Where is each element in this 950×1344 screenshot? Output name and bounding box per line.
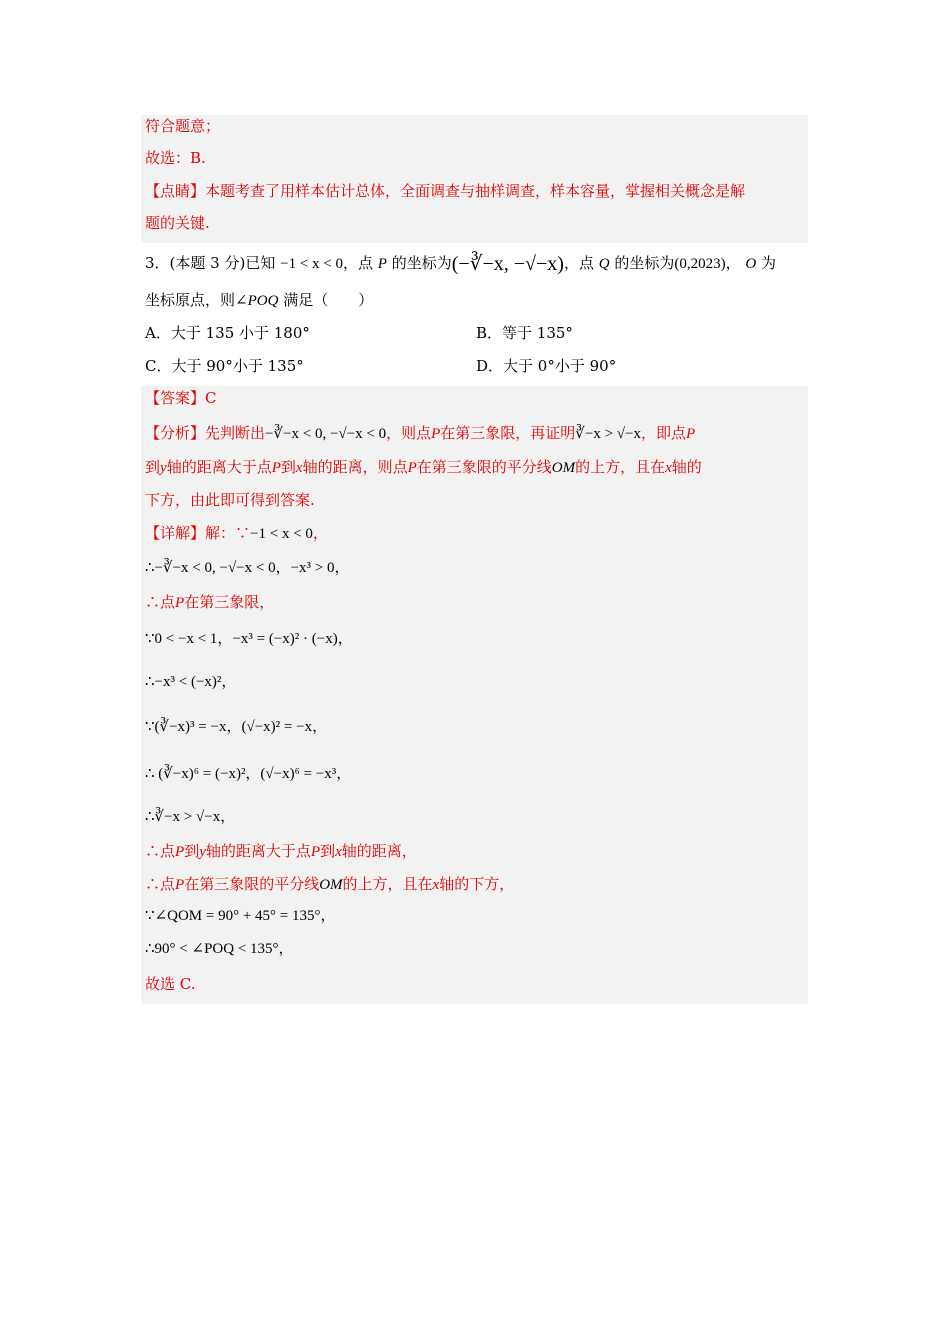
q-t3: ，点 (563, 254, 594, 272)
option-c[interactable] (145, 356, 304, 376)
prev-line-1 (145, 116, 220, 136)
option-a[interactable] (145, 323, 310, 343)
detail-line-5 (145, 672, 236, 692)
option-b-text: B．等于 135° (476, 324, 573, 342)
detail-line-9 (145, 841, 417, 862)
question-line-2 (145, 290, 373, 311)
detail-l8: ∴∛−x > √−x， (145, 809, 236, 825)
prev-line-2 (145, 148, 206, 168)
detail-l9c: 轴的距离大于点 (205, 842, 311, 860)
detail-line-1 (145, 523, 328, 544)
detail-line-12 (145, 939, 294, 959)
q-q-coordinate: (0,2023) (674, 256, 726, 272)
detail-l9b: 到 (184, 842, 200, 860)
detail-p-4: P (175, 877, 185, 893)
detail-line-4 (145, 629, 353, 649)
option-d[interactable] (476, 356, 616, 376)
question-prefix: 3．(本题 3 分)已知 (145, 254, 276, 272)
analysis-tag: 【分析】 (145, 424, 206, 442)
analysis-p-2: P (685, 426, 696, 442)
detail-line-11 (145, 906, 336, 926)
q-t2: 的坐标为 (391, 254, 452, 272)
detail-l4: ∵0 < −x < 1，−x³ = (−x)² · (−x)， (145, 631, 353, 647)
detail-l9e: 轴的距离， (341, 842, 417, 860)
detail-l11: ∵∠QOM = 90° + 45° = 135°， (145, 908, 336, 924)
detail-line-2 (145, 558, 350, 578)
prev-tip-line-2 (145, 213, 210, 233)
option-a-text: A．大于 135 小于 180° (145, 324, 310, 342)
tip-tag: 【点睛】 (145, 182, 206, 200)
q-angle: ∠POQ (235, 293, 279, 309)
analysis-l1b: ，则点 (386, 424, 432, 442)
detail-l3a: ∴点 (145, 593, 176, 611)
detail-line-6 (145, 717, 327, 737)
question-condition: −1 < x < 0 (280, 256, 343, 272)
analysis-math-2: ∛−x > √−x (575, 426, 641, 442)
analysis-l3: 下方，由此即可得到答案. (145, 491, 315, 509)
detail-l3b: 在第三象限， (184, 593, 275, 611)
detail-l9a: ∴点 (145, 842, 176, 860)
analysis-p-3: P (271, 460, 281, 476)
analysis-l1d: ，即点 (640, 424, 686, 442)
detail-om: OM (319, 877, 343, 893)
analysis-l2a: 到 (145, 458, 161, 476)
analysis-x-2: x (665, 460, 672, 476)
detail-l1-math: −1 < x < 0 (250, 526, 313, 542)
detail-l10b: 在第三象限的平分线 (184, 875, 320, 893)
analysis-math-1: −∛−x < 0, −√−x < 0 (265, 426, 387, 442)
q-t4: 的坐标为 (614, 254, 675, 272)
q-t6: 为 (761, 254, 777, 272)
answer-value: C (205, 389, 217, 407)
q-line2-b: 满足（ ） (283, 291, 374, 309)
q-point-o: O (745, 256, 757, 272)
detail-line-8 (145, 807, 235, 827)
option-b[interactable] (476, 323, 573, 343)
detail-line-13 (145, 974, 195, 994)
prev-tip-line-1 (145, 181, 745, 201)
analysis-l1c: 在第三象限，再证明 (440, 424, 576, 442)
prev-line-1-text: 符合题意； (145, 117, 221, 135)
detail-y: y (199, 844, 206, 860)
detail-l13: 故选 C. (145, 975, 196, 993)
detail-x-1: x (335, 844, 342, 860)
q-line2-a: 坐标原点，则 (145, 291, 236, 309)
analysis-l1a: 先判断出 (205, 424, 266, 442)
analysis-p-4: P (407, 460, 417, 476)
tip-text-1: 本题考查了用样本估计总体，全面调查与抽样调查，样本容量，掌握相关概念是解 (205, 182, 746, 200)
previous-solution-box (141, 115, 808, 243)
option-d-text: D．大于 0°小于 90° (476, 357, 617, 375)
detail-l1a: 解：∵ (205, 524, 251, 542)
prev-line-2-text: 故选：B. (145, 149, 206, 167)
analysis-x-1: x (295, 460, 303, 476)
analysis-l2e: 在第三象限的平分线 (416, 458, 552, 476)
analysis-line-2 (145, 457, 702, 478)
q-t1: ，点 (343, 254, 374, 272)
detail-p-2: P (175, 844, 185, 860)
analysis-l2c: 到 (280, 458, 296, 476)
answer-tag: 【答案】 (145, 389, 206, 407)
q-t5: ， (725, 254, 741, 272)
question-line-1 (145, 253, 776, 274)
detail-l7: ∴ (∛−x)⁶ = (−x)²，(√−x)⁶ = −x³， (145, 766, 352, 782)
detail-l10a: ∴点 (145, 875, 176, 893)
answer-line (145, 388, 217, 408)
option-c-text: C．大于 90°小于 135° (145, 357, 304, 375)
detail-x-2: x (432, 877, 440, 893)
detail-l5: ∴−x³ < (−x)²， (145, 674, 237, 690)
detail-line-3 (145, 592, 274, 613)
detail-l12: ∴90° < ∠POQ < 135°， (145, 941, 294, 957)
detail-l1b: ， (312, 524, 328, 542)
q-p-coordinate: (−∛−x, −√−x) (451, 253, 564, 275)
detail-l6: ∵(∛−x)³ = −x，(√−x)² = −x， (145, 719, 328, 735)
detail-p-1: P (175, 595, 185, 611)
analysis-y: y (160, 460, 167, 476)
detail-l2: ∴−∛−x < 0, −√−x < 0，−x³ > 0， (145, 560, 350, 576)
analysis-om: OM (551, 460, 576, 476)
detail-line-10 (145, 874, 514, 895)
q-point-q: Q (598, 256, 610, 272)
detail-p-3: P (310, 844, 321, 860)
detail-line-7 (145, 764, 351, 784)
detail-l10c: 的上方，且在 (342, 875, 433, 893)
detail-l9d: 到 (320, 842, 336, 860)
tip-text-2: 题的关键. (145, 214, 210, 232)
detail-l10d: 轴的下方， (439, 875, 515, 893)
analysis-p-1: P (431, 426, 441, 442)
analysis-l2d: 轴的距离，则点 (302, 458, 408, 476)
analysis-l2f: 的上方，且在 (575, 458, 666, 476)
q-point-p: P (377, 256, 387, 272)
analysis-l2g: 轴的 (671, 458, 702, 476)
analysis-line-3 (145, 490, 315, 510)
detail-tag: 【详解】 (145, 524, 206, 542)
analysis-line-1 (145, 423, 695, 444)
analysis-l2b: 轴的距离大于点 (166, 458, 272, 476)
